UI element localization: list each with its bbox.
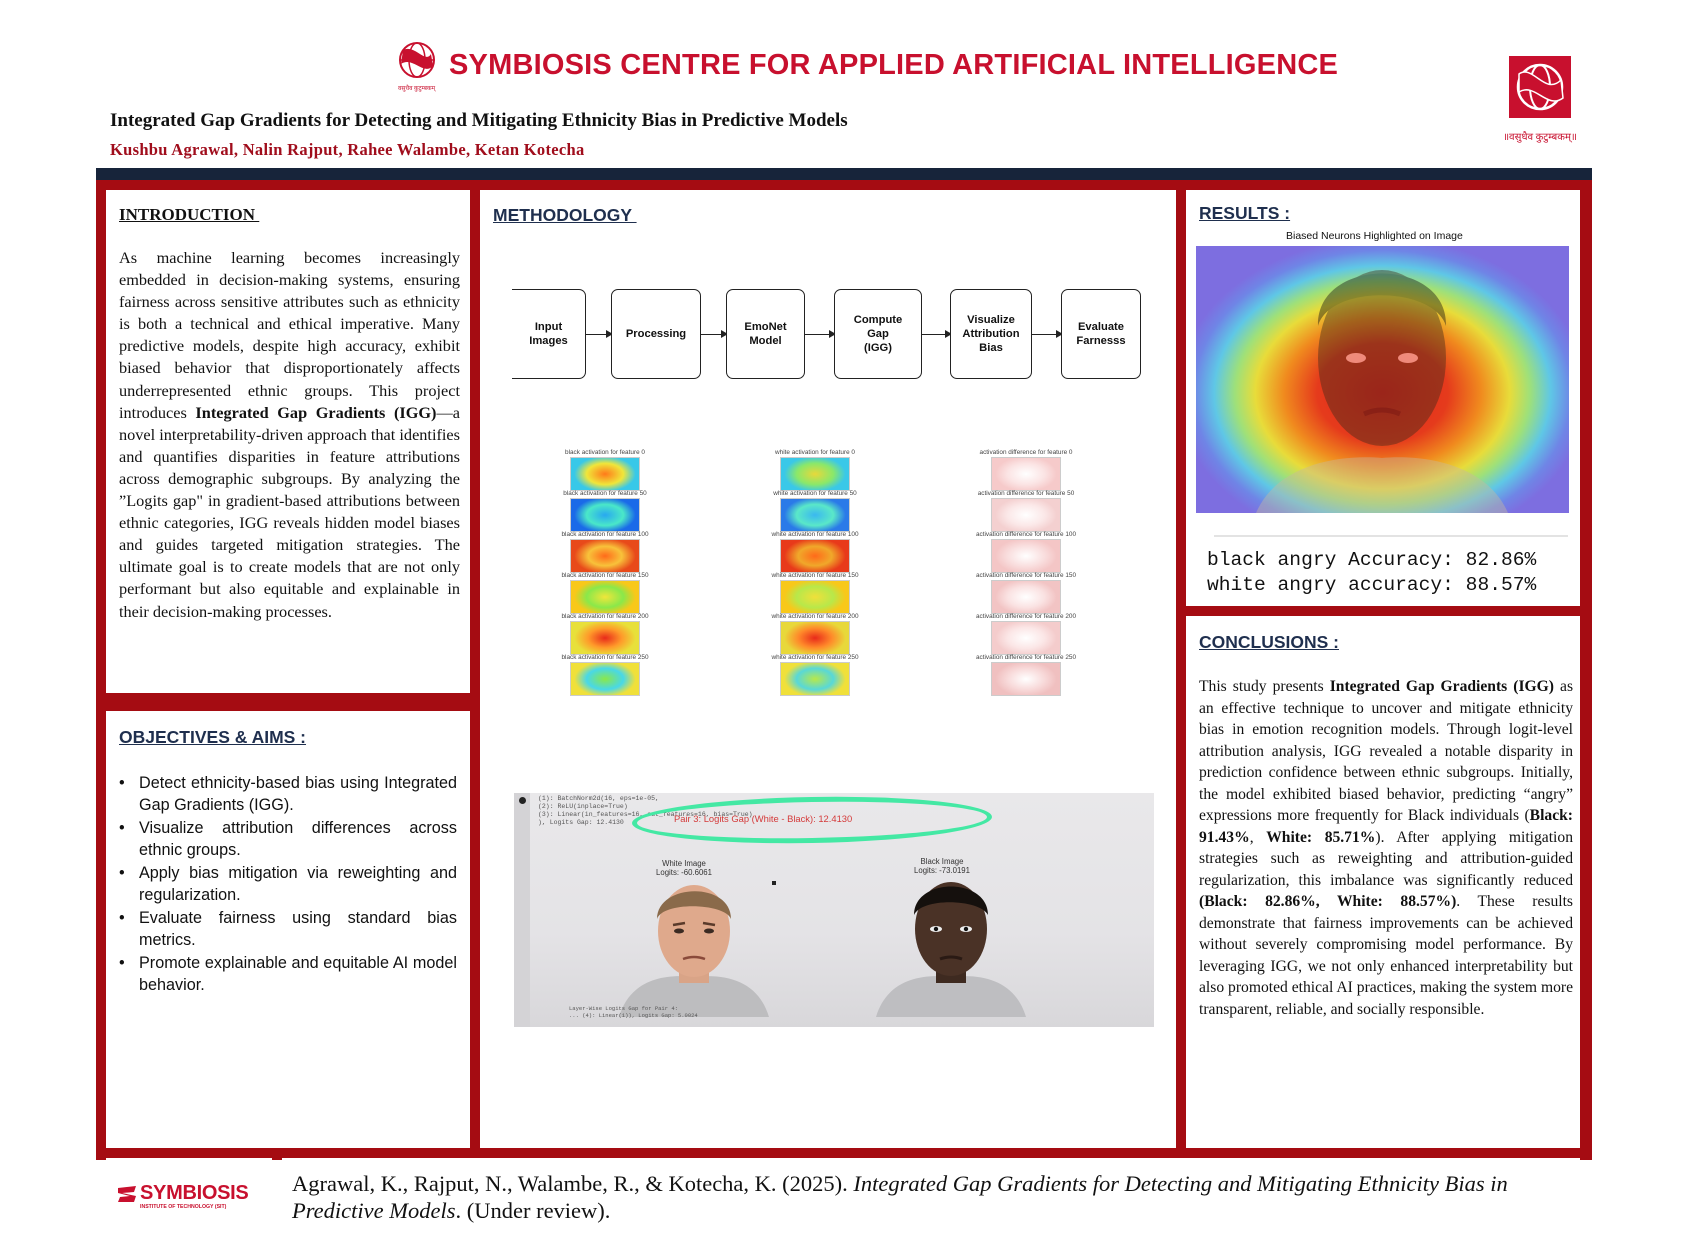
methodology-panel — [480, 190, 1176, 1148]
objectives-list — [119, 772, 457, 997]
code-line: (3): Linear(in_features=16, out_features=16, bias=True) — [538, 811, 753, 818]
poster-authors: Kushbu Agrawal, Nalin Rajput, Rahee Walambe, Ketan Kotecha — [110, 140, 585, 159]
objective-item: • Promote explainable and equitable AI model behavior. — [119, 952, 457, 996]
diff-activation-map — [991, 621, 1061, 655]
conclusions-heading: CONCLUSIONS : — [1199, 632, 1339, 652]
diff-activation-map — [991, 580, 1061, 614]
introduction-heading: INTRODUCTION — [119, 205, 260, 224]
citation-panel — [282, 1158, 1580, 1238]
logits-gap-screenshot — [514, 793, 1154, 1027]
diff-activation-map — [991, 498, 1061, 532]
poster-title: Integrated Gap Gradients for Detecting and Mitigating Ethnicity Bias in Predictive Models — [110, 110, 848, 131]
white-feature-label: white activation for feature 150 — [771, 572, 859, 579]
objective-item: • Detect ethnicity-based bias using Integrated Gap Gradients (IGG). — [119, 772, 457, 816]
poster-frame — [96, 180, 1592, 1223]
black-face-photo — [876, 871, 1026, 1017]
diff-activation-map — [991, 662, 1061, 696]
diff-activation-map — [991, 539, 1061, 573]
white-activation-map — [780, 457, 850, 491]
editor-gutter — [514, 793, 530, 1027]
black-feature-label: black activation for feature 50 — [563, 490, 647, 497]
objective-item: • Apply bias mitigation via reweighting and regularization. — [119, 862, 457, 906]
black-feature-label: black activation for feature 0 — [565, 449, 645, 456]
white-image-label: White Image — [662, 859, 706, 868]
symbiosis-globe-icon — [395, 40, 439, 90]
conclusions-panel — [1186, 616, 1580, 1148]
results-panel — [1186, 190, 1580, 606]
white-activation-map — [780, 498, 850, 532]
black-activation-map — [570, 539, 640, 573]
white-feature-label: white activation for feature 100 — [771, 531, 859, 538]
black-activation-map — [570, 662, 640, 696]
white-face-photo — [619, 873, 769, 1017]
biased-neurons-heatmap — [1196, 246, 1569, 513]
sit-logo-subtitle: INSTITUTE OF TECHNOLOGY (SIT) — [140, 1204, 227, 1210]
results-divider — [1214, 535, 1568, 537]
methodology-heading: METHODOLOGY — [493, 205, 637, 225]
logits-gap-text: Pair 3: Logits Gap (White - Black): 12.4130 — [674, 813, 853, 824]
white-image-logits: Logits: -60.6061 — [656, 868, 712, 877]
org-motto: वसुधैव कुटुम्बकम् — [398, 86, 436, 92]
black-accuracy-text: black angry Accuracy: 82.86% — [1207, 549, 1537, 571]
objectives-panel — [106, 711, 470, 1148]
white-feature-label: white activation for feature 50 — [773, 490, 857, 497]
flow-step-emonet-model: EmoNet Model — [726, 289, 805, 379]
footer-logo-panel — [106, 1158, 272, 1238]
feature-activation-grid — [480, 190, 1176, 750]
objectives-heading: OBJECTIVES & AIMS : — [119, 727, 307, 747]
results-image-caption: Biased Neurons Highlighted on Image — [1286, 230, 1463, 242]
introduction-text: As machine learning becomes increasingly embedded in decision-making systems, ensuring fairness across sensitive attributes such as ethnicity is both a technical and ethical imperative. Many predictive models, despite high accuracy, exhibit biased behavior that disproportionately affects underrepresented ethnic groups. This project introduces Integrated Gap Gradients (IGG)—a novel interpretability-driven approach that identifies and quantifies disparities in feature attributions across demographic subgroups. By analyzing the ”Logits gap" in gradient-based attributions between ethnic categories, IGG reveals hidden model biases and guides targeted mitigation strategies. The ultimate goal is to create models that are not only performant but also equitable and explainable in their decision-making processes. — [119, 248, 460, 621]
objective-item: • Evaluate fairness using standard bias metrics. — [119, 907, 457, 951]
black-feature-label: black activation for feature 150 — [561, 572, 649, 579]
run-cell-icon — [519, 797, 526, 804]
black-activation-map — [570, 580, 640, 614]
flow-step-input-images: Input Images — [512, 289, 586, 379]
diff-activation-map — [991, 457, 1061, 491]
symbiosis-emblem-icon — [1505, 52, 1575, 122]
black-image-label: Black Image — [920, 857, 964, 866]
citation-text: Agrawal, K., Rajput, N., Walambe, R., & Kotecha, K. (2025). Integrated Gap Gradients for Detecting and Mitigating Ethnicity Bias in Predictive Models. (Under review). — [292, 1171, 1508, 1223]
objective-item: • Visualize attribution differences across ethnic groups. — [119, 817, 457, 861]
right-logo — [1500, 52, 1580, 144]
white-feature-label: white activation for feature 0 — [775, 449, 855, 456]
diff-feature-label: activation difference for feature 150 — [975, 572, 1077, 579]
introduction-panel — [106, 190, 470, 693]
heatmap-face-overlay — [1196, 246, 1569, 513]
white-accuracy-text: white angry accuracy: 88.57% — [1207, 574, 1537, 596]
black-activation-map — [570, 457, 640, 491]
black-feature-label: black activation for feature 200 — [561, 613, 649, 620]
sit-logo-name: SYMBIOSIS — [140, 1182, 249, 1204]
black-activation-map — [570, 498, 640, 532]
header-logo — [395, 40, 1338, 90]
black-image-logits: Logits: -73.0191 — [914, 866, 970, 875]
white-activation-map — [780, 621, 850, 655]
white-feature-label: white activation for feature 250 — [771, 654, 859, 661]
header-divider — [96, 168, 1592, 180]
code-line: ), Logits Gap: 12.4130 — [538, 819, 624, 826]
right-logo-motto: ॥वसुधैव कुटुम्बकम्॥ — [1503, 132, 1577, 143]
code-line: (1): BatchNorm2d(16, eps=1e-05, — [538, 795, 659, 802]
code-line: (2): ReLU(inplace=True) — [538, 803, 628, 810]
white-activation-map — [780, 539, 850, 573]
flow-step-visualize-attribution: Visualize Attribution Bias — [950, 289, 1032, 379]
org-name: SYMBIOSIS CENTRE FOR APPLIED ARTIFICIAL INTELLIGENCE — [449, 48, 1339, 81]
diff-feature-label: activation difference for feature 200 — [975, 613, 1077, 620]
flow-step-compute-gap: Compute Gap (IGG) — [834, 289, 922, 379]
conclusions-text: This study presents Integrated Gap Gradients (IGG) as an effective technique to uncover and mitigate ethnicity bias in emotion recognition models. Through logit-level attribution analysis, IGG revealed a notable disparity in prediction confidence between ethnic subgroups. Initially, the model exhibited biased behavior, predicting “angry” expressions more frequently for Black individuals (Black: 91.43%, White: 85.71%). After applying mitigation strategies such as reweighting and attribution-guided regularization, this imbalance was significantly reduced (Black: 82.86%, White: 88.57%). These results demonstrate that fairness improvements can be achieved without severely compromising model performance. By leveraging IGG, we not only enhanced interpretability but also promoted ethical AI practices, making the system more transparent, reliable, and socially responsible. — [1199, 678, 1574, 1018]
black-feature-label: black activation for feature 250 — [561, 654, 649, 661]
flow-step-processing: Processing — [611, 289, 701, 379]
code-footer-line: ... (4): Linear(1)), Logits Gap: 5.0024 — [569, 1012, 698, 1019]
white-activation-map — [780, 580, 850, 614]
symbiosis-s-icon — [116, 1184, 138, 1204]
sit-logo — [116, 1182, 248, 1205]
white-activation-map — [780, 662, 850, 696]
flow-step-evaluate-fairness: Evaluate Farnesss — [1061, 289, 1141, 379]
diff-feature-label: activation difference for feature 50 — [977, 490, 1075, 497]
diff-feature-label: activation difference for feature 250 — [975, 654, 1077, 661]
diff-feature-label: activation difference for feature 100 — [975, 531, 1077, 538]
code-footer-line: Layer-Wise Logits Gap for Pair 4: — [569, 1005, 678, 1012]
results-heading: RESULTS : — [1199, 203, 1291, 223]
black-activation-map — [570, 621, 640, 655]
diff-feature-label: activation difference for feature 0 — [979, 449, 1073, 456]
black-feature-label: black activation for feature 100 — [561, 531, 649, 538]
cursor-dot — [772, 881, 776, 885]
white-feature-label: white activation for feature 200 — [771, 613, 859, 620]
